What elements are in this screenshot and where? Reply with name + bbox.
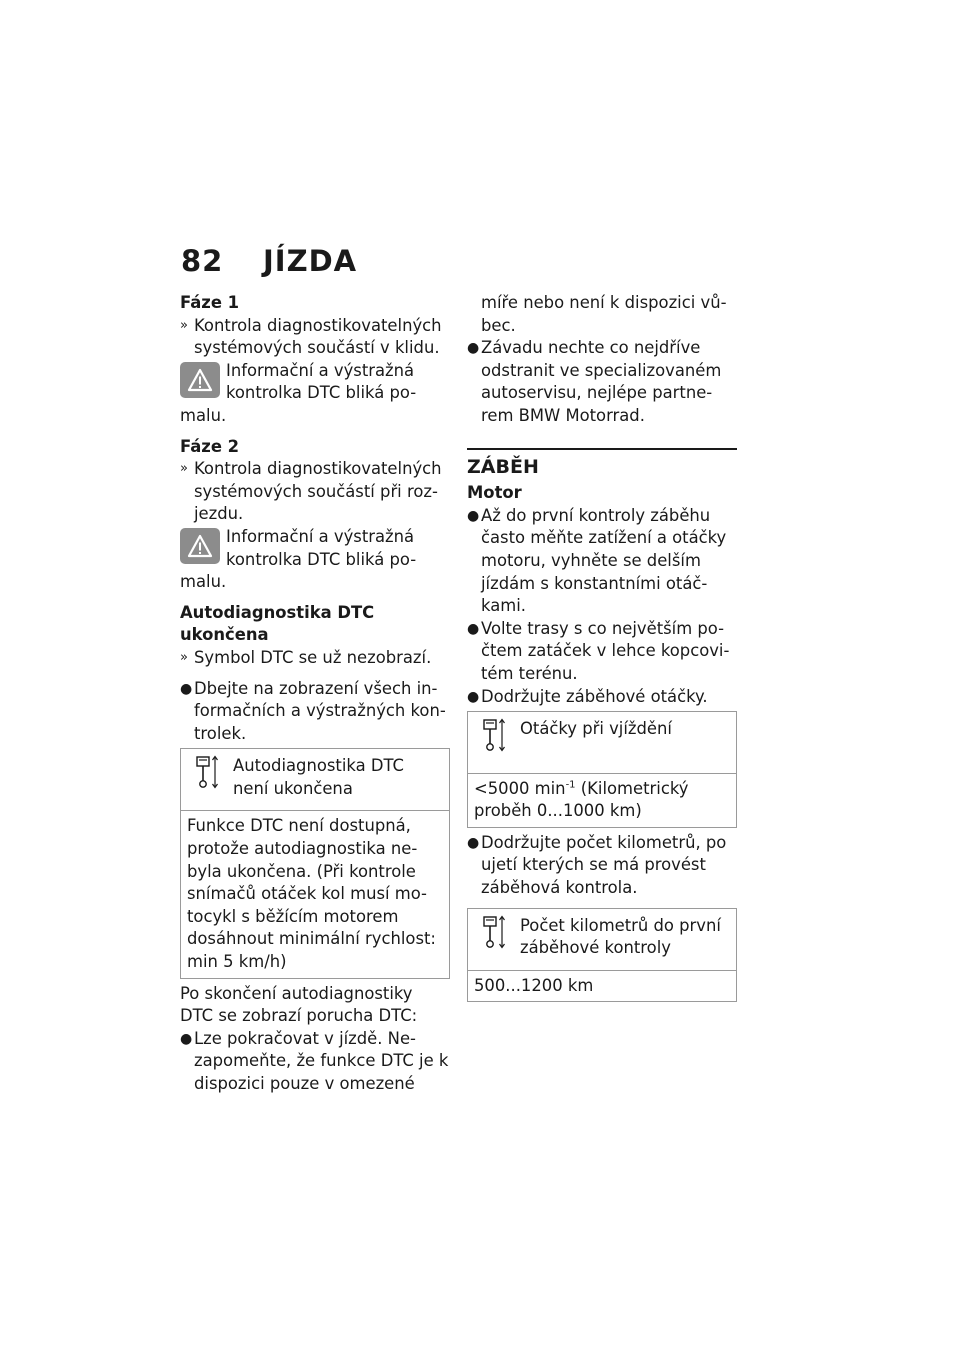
- faze1-warning-tail: malu.: [180, 405, 227, 425]
- faze1-arrow-text: Kontrola diagnostikovatelných systémových součástí v klidu.: [194, 315, 442, 358]
- dtc-box-body: Funkce DTC není dostupná, protože autodiagnostika ne-byla ukončena. (Při kontrole snímačů otáček kol musí mo-tocykl s běžícím motorem dosáhnout minimální rychlost: min 5 km/h): [187, 816, 436, 972]
- warning-triangle-icon: [180, 362, 220, 398]
- page-header: [181, 244, 357, 278]
- left-column: [180, 292, 450, 1096]
- km-bullet-text: Dodržujte počet kilometrů, po ujetí kterých se má provést záběhová kontrola.: [481, 832, 727, 898]
- breakin-bullet-3-text: Dodržujte záběhové otáčky.: [481, 686, 708, 706]
- after-selfdiag-text: Po skončení autodiagnostiky DTC se zobrazí porucha DTC:: [180, 983, 418, 1026]
- breakin-bullet-1: [467, 505, 737, 618]
- section-title-zabeh: ZÁBĚH: [467, 448, 737, 479]
- chapter-title: JÍZDA: [263, 244, 358, 278]
- rpm-unit-exponent: -1: [565, 779, 576, 791]
- bullet-marker-icon: ●: [180, 1030, 193, 1047]
- continue-riding-text: Lze pokračovat v jízdě. Ne-zapomeňte, že funkce DTC je k dispozici pouze v omezené: [194, 1028, 449, 1093]
- bullet-marker-icon: ●: [467, 507, 480, 524]
- rpm-box-head: [468, 712, 736, 774]
- bullet-marker-icon: ●: [467, 688, 480, 705]
- faze2-arrow-item: [180, 458, 450, 526]
- rpm-box-head-text: Otáčky při vjíždění: [520, 719, 672, 739]
- arrow-marker-icon: »: [180, 461, 188, 477]
- km-box-body: 500...1200 km: [474, 975, 594, 995]
- faze2-warning-text: Informační a výstražná kontrolka DTC bliká po-: [226, 526, 417, 569]
- dtc-box-head: [181, 749, 449, 811]
- breakin-bullet-2: [467, 618, 737, 686]
- faze2-warning-tail: malu.: [180, 572, 227, 592]
- page-number: 82: [181, 244, 224, 278]
- workshop-bullet: [467, 337, 737, 427]
- bullet-marker-icon: ●: [467, 340, 480, 357]
- faze2-warning-block: [180, 526, 450, 571]
- breakin-bullet-2-text: Volte trasy s co největším po-čtem zatáček v lehce kopcovi-tém terénu.: [481, 618, 730, 683]
- bullet-marker-icon: ●: [180, 680, 193, 697]
- workshop-bullet-text: Závadu nechte co nejdříve odstranit ve specializovaném autoservisu, nejlépe partne-rem BMW Motorrad.: [481, 338, 722, 425]
- warning-triangle-icon: [180, 528, 220, 564]
- faze1-warning-block: [180, 360, 450, 405]
- breakin-rpm-box: [467, 711, 737, 828]
- rpm-box-body: [468, 774, 736, 827]
- indicator-bullet-text: Dbejte na zobrazení všech in-formačních a výstražných kon-trolek.: [194, 678, 446, 743]
- breakin-bullet-3: [467, 686, 737, 709]
- dtc-box-head-text: Autodiagnostika DTC není ukončena: [233, 756, 404, 798]
- km-box-head-text: Počet kilometrů do první záběhové kontroly: [520, 915, 721, 958]
- breakin-km-box: [467, 908, 737, 1003]
- bullet-marker-icon: ●: [467, 834, 480, 851]
- faze1-title: Fáze 1: [180, 293, 240, 312]
- right-column: [467, 292, 737, 1006]
- rpm-value-prefix: <5000 min: [474, 778, 566, 798]
- faze1-warning-text: Informační a výstražná kontrolka DTC bliká po-: [226, 360, 417, 403]
- dtc-done-title: Autodiagnostika DTC ukončena: [180, 602, 375, 645]
- breakin-bullet-1-text: Až do první kontroly záběhu často měňte zatížení a otáčky motoru, vyhněte se delším jízdám s konstantními otáč-kami.: [481, 505, 727, 616]
- arrow-marker-icon: »: [180, 649, 188, 665]
- faze1-arrow-item: [180, 315, 450, 360]
- faze2-title: Fáze 2: [180, 436, 240, 456]
- dtc-done-arrow-text: Symbol DTC se už nezobrazí.: [194, 647, 432, 667]
- km-box-head: [468, 909, 736, 971]
- rpm-value-suffix: (Kilometrický proběh 0...1000 km): [474, 778, 689, 821]
- motor-title: Motor: [467, 483, 522, 503]
- engine-piston-icon: [480, 718, 508, 759]
- faze2-arrow-text: Kontrola diagnostikovatelných systémových součástí při roz-jezdu.: [194, 459, 442, 524]
- engine-piston-icon: [480, 915, 508, 956]
- dtc-done-arrow-item: [180, 647, 450, 670]
- indicator-bullet-item: [180, 678, 450, 746]
- dtc-not-finished-box: [180, 748, 450, 978]
- arrow-marker-icon: »: [180, 317, 188, 333]
- bullet-marker-icon: ●: [467, 620, 480, 637]
- km-bullet: [467, 832, 737, 900]
- continue-riding-bullet: [180, 1028, 450, 1096]
- engine-piston-icon: [193, 755, 221, 796]
- continuation-text: míře nebo není k dispozici vů-bec.: [481, 293, 727, 335]
